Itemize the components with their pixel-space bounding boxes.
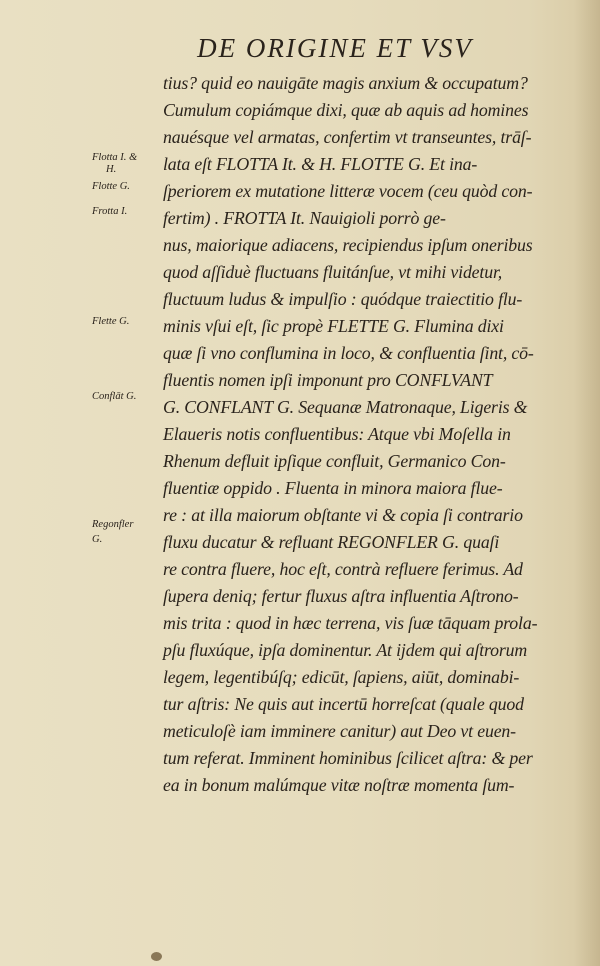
margin-note-line: Conflāt G. [92, 391, 137, 402]
text-line: fluentiæ oppido . Fluenta in minora maiora flue- [163, 478, 503, 498]
margin-note-line: Regonfler [92, 519, 134, 530]
margin-note-line: Frotta I. [92, 206, 128, 217]
text-line: nauésque vel armatas, confertim vt transeuntes, trāſ- [163, 127, 532, 147]
text-line: G. CONFLANT G. Sequanæ Matronaque, Ligeris & [163, 397, 528, 417]
text-line: legem, legentibúſq; edicūt, ſapiens, aiūt, dominabi- [163, 667, 520, 687]
margin-note [92, 206, 162, 218]
text-line: fluctuum ludus & impulſio : quódque traiectitio flu- [163, 289, 523, 309]
text-line: ſperiorem ex mutatione litteræ vocem (ceu quòd con- [163, 181, 533, 201]
text-line: tum referat. Imminent hominibus ſcilicet aſtra: & per [163, 748, 533, 768]
text-line: fertim) . FROTTA It. Nauigioli porrò ge- [163, 208, 446, 228]
text-line: Rhenum defluit ipſique confluit, Germanico Con- [163, 451, 506, 471]
running-head: DE ORIGINE ET VSV [197, 33, 473, 63]
margin-note [92, 519, 162, 546]
margin-note-line: H. [106, 164, 117, 175]
text-line: Elaueris notis confluentibus: Atque vbi Moſella in [163, 424, 511, 444]
text-line: ea in bonum malúmque vitæ noſtræ momenta ſum- [163, 775, 515, 795]
margin-note-line: Flette G. [92, 316, 130, 327]
text-line: tius? quid eo nauigāte magis anxium & occupatum? [163, 73, 528, 93]
text-line: quod aſſiduè fluctuans fluitánſue, vt mihi videtur, [163, 262, 503, 282]
text-line: pſu fluxúque, ipſa dominentur. At ijdem qui aſtrorum [163, 640, 528, 660]
margin-note-line: G. [92, 534, 103, 545]
text-line: re : at illa maiorum obſtante vi & copia ſi contrario [163, 505, 523, 525]
text-line: tur aſtris: Ne quis aut incertū horreſcat (quale quod [163, 694, 524, 714]
margin-note [92, 316, 162, 328]
text-line: minis vſui eſt, ſic propè FLETTE G. Flumina dixi [163, 316, 504, 336]
text-line: lata eſt FLOTTA It. & H. FLOTTE G. Et ina- [163, 154, 478, 174]
text-line: re contra fluere, hoc eſt, contrà refluere ferimus. Ad [163, 559, 523, 579]
text-line: fluentis nomen ipſi imponunt pro CONFLVANT [163, 370, 493, 390]
margin-note-line: Flotta I. & [92, 152, 138, 163]
ink-spot [151, 952, 162, 961]
margin-note [92, 391, 162, 403]
text-line: ſupera deniq; fertur fluxus aſtra influentia Aſtrono- [163, 586, 519, 606]
text-line: quæ ſi vno conflumina in loco, & confluentia ſint, cō- [163, 343, 534, 363]
margin-note [92, 152, 162, 176]
text-line: nus, maiorique adiacens, recipiendus ipſum oneribus [163, 235, 533, 255]
margin-note-line: Flotte G. [92, 181, 130, 192]
text-line: meticuloſè iam imminere canitur) aut Deo vt euen- [163, 721, 516, 741]
text-line: fluxu ducatur & refluant REGONFLER G. quaſi [163, 532, 500, 552]
margin-note [92, 181, 162, 193]
text-line: Cumulum copiámque dixi, quæ ab aquis ad homines [163, 100, 529, 120]
text-line: mis trita : quod in hæc terrena, vis ſuæ tāquam prola- [163, 613, 538, 633]
